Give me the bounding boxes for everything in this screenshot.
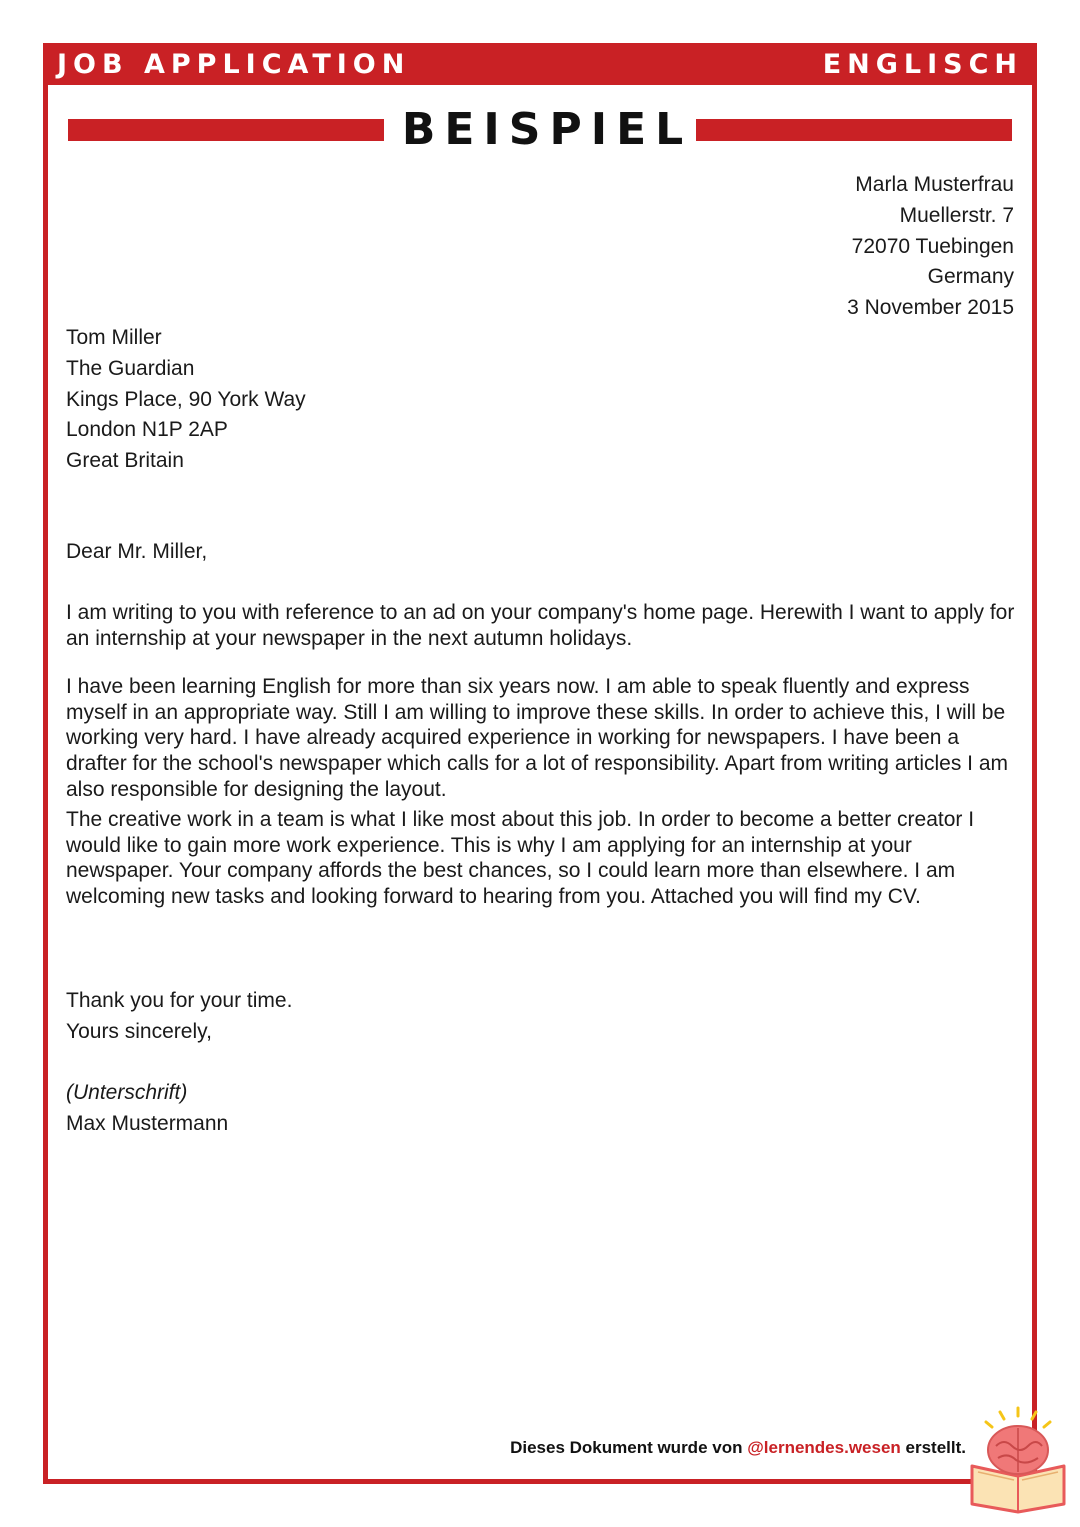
recipient-city: London N1P 2AP <box>66 418 228 442</box>
sender-country: Germany <box>927 265 1014 289</box>
recipient-company: The Guardian <box>66 356 195 380</box>
header-label-right: ENGLISCH <box>822 48 1023 80</box>
page-title: BEISPIEL <box>401 104 693 155</box>
recipient-name: Tom Miller <box>66 326 162 349</box>
closing-phrase: Yours sincerely, <box>66 1019 212 1043</box>
header-bar <box>43 43 1037 85</box>
header-label-left: JOB APPLICATION <box>57 48 411 80</box>
sender-name: Marla Musterfrau <box>855 173 1014 196</box>
letter-body <box>66 600 1016 910</box>
closing-block <box>66 986 292 1048</box>
footer-handle-link[interactable]: @lernendes.wesen <box>747 1438 901 1457</box>
body-paragraph: I have been learning English for more than six years now. I am able to speak fluently and express myself in an appropriate way. Still I am willing to improve these skills. In order to achieve this, I will be working very hard. I have already acquired experience in working for newspapers. I have been a drafter for the school's newspaper which calls for a lot of responsibility. Apart from writing articles I am also responsible for designing the layout. <box>66 675 1009 801</box>
sender-street: Muellerstr. 7 <box>899 203 1014 227</box>
closing-thanks: Thank you for your time. <box>66 989 293 1012</box>
title-rule-left <box>68 119 384 141</box>
footer-suffix: erstellt. <box>900 1438 966 1457</box>
letter-date: 3 November 2015 <box>847 296 1014 320</box>
signature-placeholder: (Unterschrift) <box>66 1081 188 1104</box>
footer-prefix: Dieses Dokument wurde von <box>510 1438 748 1457</box>
footer-credit <box>510 1438 966 1458</box>
signer-name: Max Mustermann <box>66 1111 229 1135</box>
signature-block <box>66 1078 228 1140</box>
body-paragraph: I am writing to you with reference to an ad on your company's home page. Herewith I want to apply for an internship at your newspaper in the next autumn holidays. <box>66 601 1015 650</box>
title-rule-right <box>696 119 1012 141</box>
salutation: Dear Mr. Miller, <box>66 540 208 563</box>
recipient-country: Great Britain <box>66 449 184 473</box>
brain-book-icon <box>964 1404 1072 1514</box>
sender-city: 72070 Tuebingen <box>851 234 1014 258</box>
recipient-street: Kings Place, 90 York Way <box>66 387 306 411</box>
body-paragraph: The creative work in a team is what I like most about this job. In order to become a better creator I would like to gain more work experience. This is why I am applying for an internship at your newspaper. Your company affords the best chances, so I could learn more than elsewhere. I am welcoming new tasks and looking forward to hearing from you. Attached you will find my CV. <box>66 808 975 908</box>
title-row <box>68 100 1012 160</box>
recipient-address <box>66 323 306 477</box>
sender-address <box>847 170 1014 324</box>
